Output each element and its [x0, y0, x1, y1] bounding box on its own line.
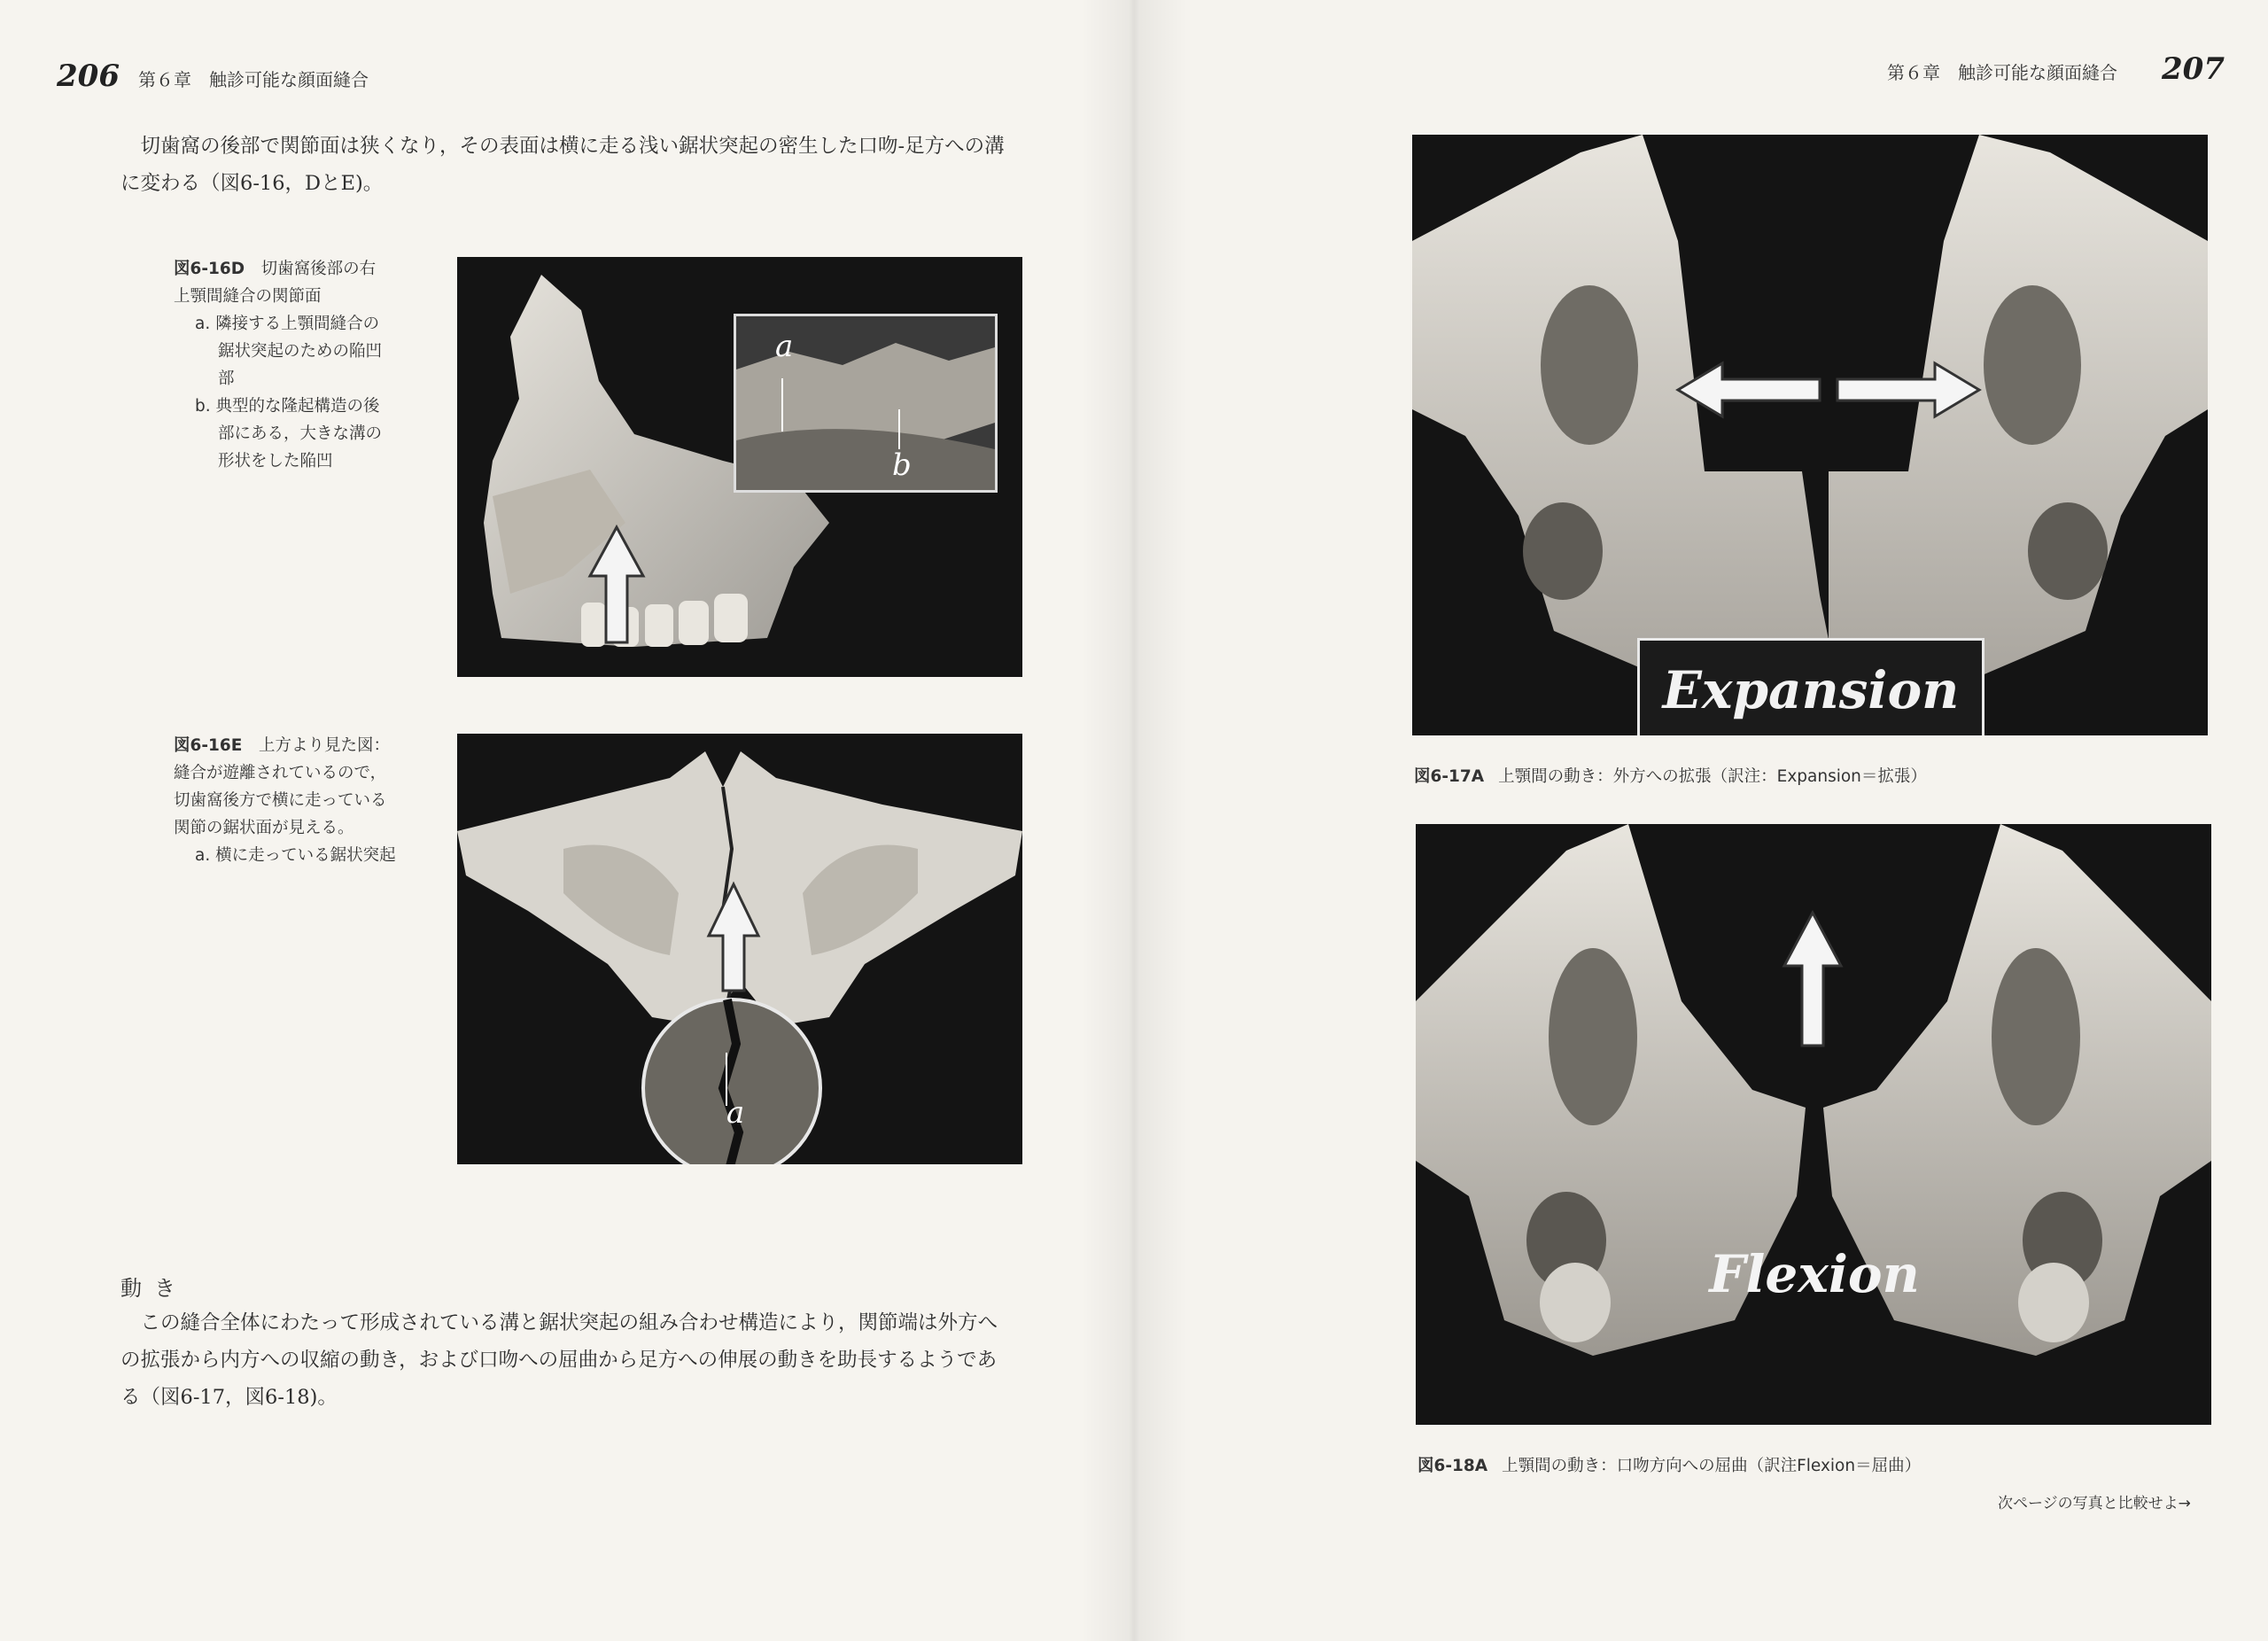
caption-line: 形状をした陥凹	[218, 452, 333, 471]
caption-line: 部にある，大きな溝の	[218, 424, 383, 443]
figure-6-16e-photo	[457, 734, 1022, 1164]
caption-line: a. 隣接する上顎間縫合の	[195, 315, 380, 333]
running-head-right: 第６章 触診可能な顔面縫合	[1887, 62, 2117, 83]
figure-6-18a-caption	[1418, 1453, 1921, 1476]
label-a: a	[775, 329, 794, 364]
caption-line: b. 典型的な隆起構造の後	[195, 397, 380, 416]
caption-line: 鋸状突起のための陥凹	[218, 342, 383, 361]
figure-6-16e-title: 上方より見た図：	[258, 736, 390, 755]
figure-6-17a-photo	[1412, 135, 2208, 735]
page-number-right: 207	[2162, 51, 2225, 87]
footer-note: 次ページの写真と比較せよ→	[1998, 1495, 2191, 1513]
figure-6-16d-caption	[174, 255, 422, 475]
caption-line: 関節の鋸状面が見える。	[174, 819, 354, 837]
expansion-arrows-icon	[1678, 363, 1979, 416]
caption-line: 縫合が遊離されているので，	[174, 764, 387, 782]
figure-6-16e-number: 図6-16E	[174, 736, 243, 755]
figure-6-16e-caption	[174, 732, 439, 869]
intro-line-2: に変わる（図6-16，DとE)。	[120, 172, 384, 195]
caption-line: 上顎間縫合の関節面	[174, 287, 322, 306]
book-gutter	[1081, 0, 1187, 1641]
caption-line: a. 横に走っている鋸状突起	[195, 846, 396, 865]
detail-inset	[734, 314, 998, 493]
figure-6-17a-number: 図6-17A	[1414, 767, 1485, 786]
page-number-left: 206	[57, 58, 120, 94]
movement-line-2: の拡張から内方への収縮の動き，および口吻への屈曲から足方への伸展の動きを助長するようであ	[120, 1349, 998, 1372]
maxilla-flexion-illustration	[1416, 824, 2211, 1425]
flexion-label: Flexion	[1709, 1244, 1920, 1304]
caption-line: 切歯窩後方で横に走っている	[174, 791, 387, 810]
up-arrow-icon	[1784, 913, 1841, 1046]
figure-6-16d-photo	[457, 257, 1022, 677]
intro-line-1: 切歯窩の後部で関節面は狭くなり，その表面は横に走る浅い鋸状突起の密生した口吻-足方への溝	[120, 135, 1005, 158]
figure-6-18a-photo	[1416, 824, 2211, 1425]
movement-line-3: る（図6-17，図6-18)。	[120, 1386, 338, 1409]
movement-line-1: この縫合全体にわたって形成されている溝と鋸状突起の組み合わせ構造により，関節端は外方へ	[120, 1311, 998, 1334]
expansion-label: Expansion	[1637, 638, 1984, 735]
right-page	[1134, 0, 2268, 1641]
label-b: b	[892, 447, 912, 483]
intro-paragraph	[120, 128, 1051, 202]
label-a: a	[726, 1095, 745, 1131]
movement-paragraph	[120, 1304, 1051, 1416]
figure-6-17a-text: 上顎間の動き：外方への拡張（訳注：Expansion＝拡張）	[1498, 767, 1927, 786]
caption-line: 部	[218, 369, 235, 388]
section-heading-movement: 動き	[120, 1276, 188, 1301]
figure-6-16d-number: 図6-16D	[174, 260, 245, 278]
figure-6-18a-number: 図6-18A	[1418, 1457, 1488, 1475]
figure-6-18a-text: 上顎間の動き：口吻方向への屈曲（訳注Flexion＝屈曲）	[1502, 1457, 1922, 1475]
figure-6-17a-caption	[1414, 764, 1927, 787]
figure-6-16d-title: 切歯窩後部の右	[260, 260, 377, 278]
running-head-left: 第６章 触診可能な顔面縫合	[138, 69, 369, 90]
